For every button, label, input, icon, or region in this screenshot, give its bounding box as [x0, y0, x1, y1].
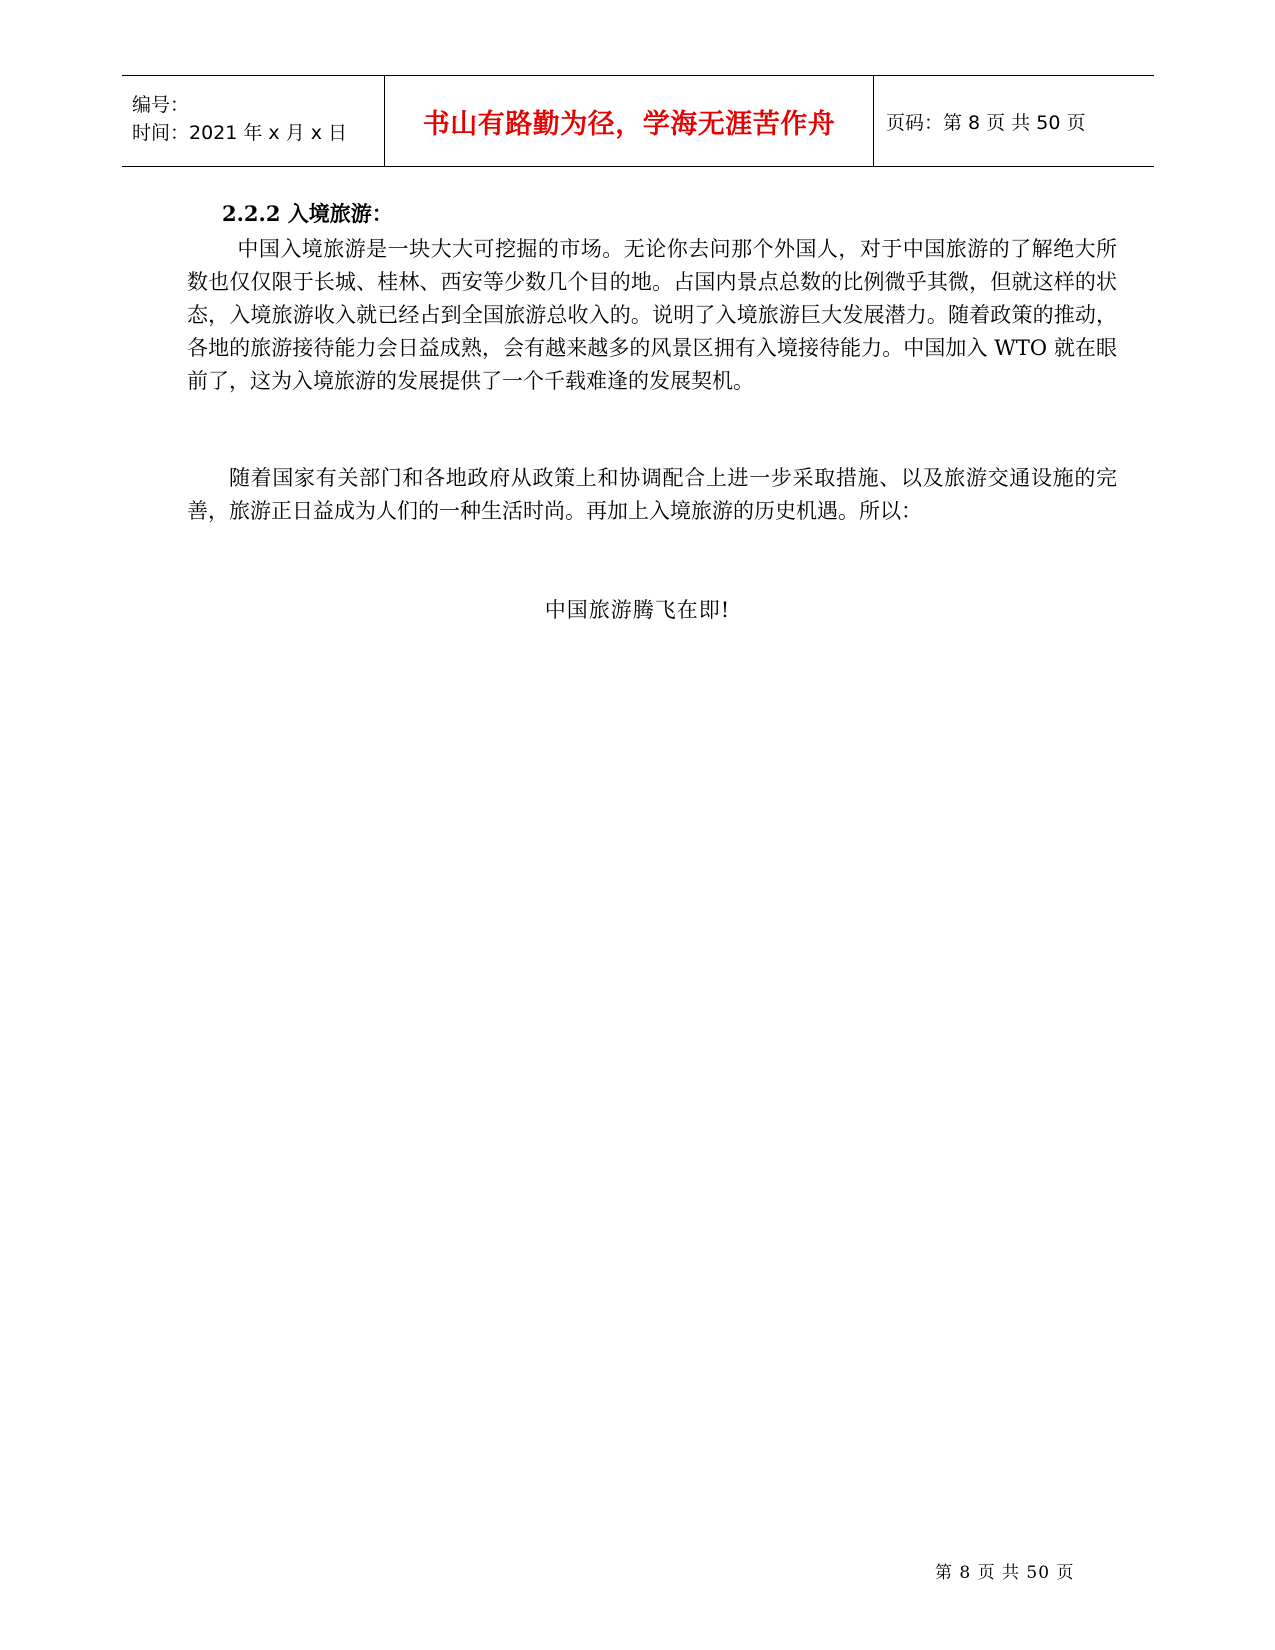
- document-date: 时间：2021 年 x 月 x 日: [132, 122, 348, 144]
- body-paragraph-2: 随着国家有关部门和各地政府从政策上和协调配合上进一步采取措施、以及旅游交通设施的完善，旅游正日益成为人们的一种生活时尚。再加上入境旅游的历史机遇。所以：: [187, 466, 1117, 523]
- header-info-cell: [122, 76, 385, 166]
- footer-page-number: 第 8 页 共 50 页: [935, 1563, 1075, 1583]
- header-motto-cell: [385, 76, 874, 166]
- document-number-label: 编号：: [132, 94, 190, 116]
- slogan-text: 中国旅游腾飞在即!: [544, 598, 731, 622]
- header-motto: 书山有路勤为径，学海无涯苦作舟: [422, 108, 836, 140]
- body-paragraph-1: 中国入境旅游是一块大大可挖掘的市场。无论你去问那个外国人，对于中国旅游的了解绝大所数也仅仅限于长城、桂林、西安等少数几个目的地。占国内景点总数的比例微乎其微，但就这样的状态，入境旅游收入就已经占到全国旅游总收入的。说明了入境旅游巨大发展潜力。随着政策的推动，各地的旅游接待能力会日益成熟，会有越来越多的风景区拥有入境接待能力。中国加入 WTO 就在眼前了，这为入境旅游的发展提供了一个千载难逢的发展契机。: [187, 237, 1117, 393]
- header-page-number: 页码：第 8 页 共 50 页: [886, 111, 1086, 134]
- page-header: [122, 75, 1154, 167]
- section-heading: 2.2.2 入境旅游：: [222, 201, 393, 226]
- header-page-cell: [874, 76, 1154, 166]
